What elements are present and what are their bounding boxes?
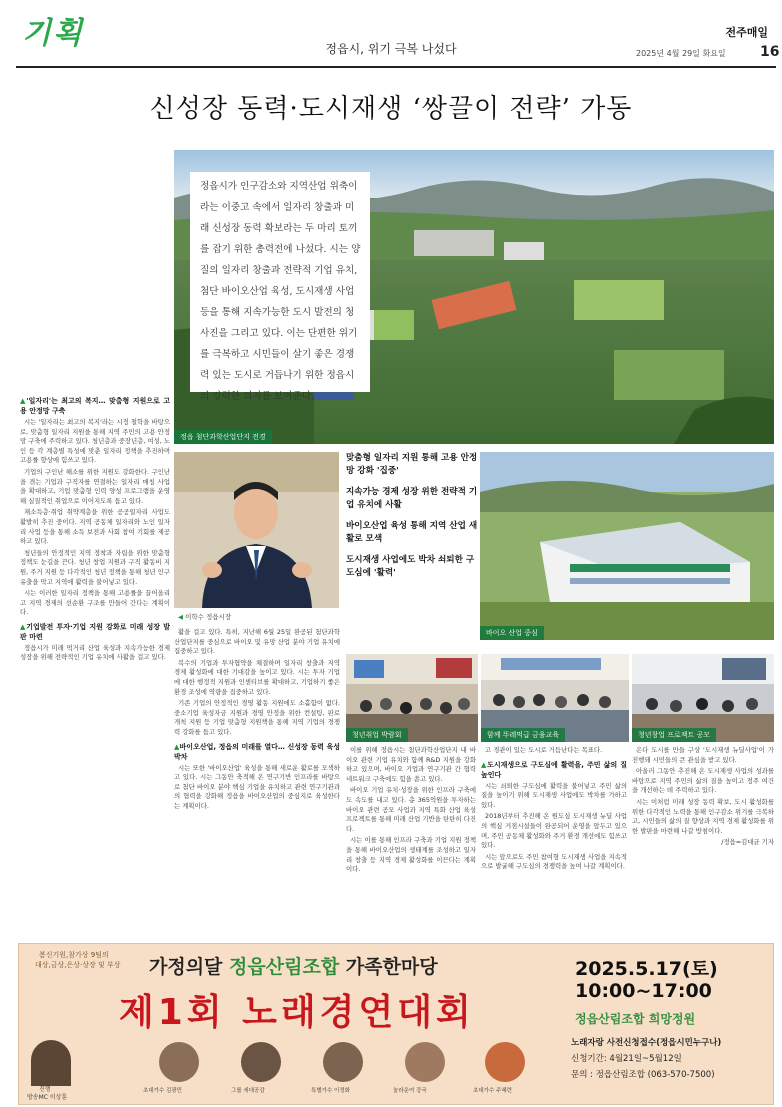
paragraph: 시는 앞으로도 주민 참여형 도시재생 사업을 지속적으로 발굴해 구도심의 경쟁력을 높여 나갈 계획이다. bbox=[481, 852, 627, 871]
paragraph: 복수의 기업과 투자협약을 체결하며 일자리 창출과 지역 경제 활성화에 대한 기대감을 높이고 있다. 시는 투자 기업에 대한 행정적 지원과 인센티브를 확대하고, 기업하기 좋은 환경 조성에 역량을 집중하고 있다. bbox=[174, 658, 340, 696]
ad-date: 2025.5.17(토) bbox=[575, 958, 718, 980]
lead-box bbox=[190, 172, 370, 402]
section-logo: 기획 bbox=[22, 16, 84, 51]
paragraph: 2018년부터 추진해 온 원도심 도시재생 뉴딜 사업의 핵심 거점시설들이 완공되어 운영을 앞두고 있으며, 주민 공동체 활성화와 주거 환경 개선에도 힘쓰고 있다. bbox=[481, 812, 627, 850]
ad-mc-photo bbox=[31, 1040, 71, 1086]
ad-performer-name: 초대가수 주혜련 bbox=[473, 1088, 512, 1094]
caption-arrow-icon: ◀ bbox=[178, 613, 183, 621]
workshop-photo bbox=[632, 654, 774, 742]
subheading-urban: ▲도시재생으로 구도심에 활력을, 주민 삶의 질 높인다 bbox=[481, 760, 627, 779]
ad-title-part-2: 정읍산림조합 bbox=[229, 956, 340, 978]
triangle-bullet-icon: ▲ bbox=[20, 397, 27, 405]
ad-venue: 정읍산림조합 희망정원 bbox=[575, 1012, 696, 1026]
paragraph: 시는 '일자리는 최고의 복지'라는 시정 철학을 바탕으로, 맞춤형 일자리 지원을 통해 지역 주민의 고용 안정망 구축에 주력하고 있다. 청년층과 중장년층, 여성, 노인 등 각 계층별 특성에 맞춘 일자리 정책을 추진하며 고용률 향상에 힘쓰고 있다. bbox=[20, 418, 170, 465]
paragraph: 시는 또한 '바이오산업' 육성을 통해 새로운 활로를 모색하고 있다. 시는 그동안 축적해 온 연구기반 인프라를 바탕으로 첨단 바이오 분야 핵심 기업을 유치하고 관련 연구기관과의 협력을 강화해 정읍을 바이오산업의 중심지로 육성한다는 계획이다. bbox=[174, 763, 340, 810]
ad-performer-photo bbox=[241, 1042, 281, 1082]
paragraph: 시는 이러한 일자리 정책을 통해 고용률을 끌어올리고 지역 경제의 선순환 구조를 만들어 간다는 계획이다. bbox=[20, 589, 170, 617]
ad-performer-name: 놀라운여 강국 bbox=[393, 1088, 427, 1094]
paragraph: 청년들의 안정적인 지역 정착과 자립을 위한 맞춤형 정책도 눈길을 끈다. 청년 창업 지원과 구직 활동비 지원, 주거 지원 등 다각적인 청년 정책을 통해 청년 인구 유출을 막고 지역에 활력을 불어넣고 있다. bbox=[20, 548, 170, 586]
paragraph: 정읍시가 미래 먹거리 산업 육성과 지속가능한 경제 성장을 위해 전략적인 기업 유치에 사활을 걸고 있다. bbox=[20, 643, 170, 662]
ad-period: 신청기간: 4월21일~5월12일 bbox=[571, 1054, 682, 1064]
bio-photo-caption: 바이오 산업 중심 bbox=[480, 626, 544, 640]
singing-contest-ad bbox=[18, 943, 774, 1105]
workshop-caption: 청년창업 프로젝트 공모 bbox=[632, 728, 716, 742]
triangle-bullet-icon: ▲ bbox=[174, 742, 180, 751]
paragraph: 활을 걸고 있다. 특히, 지난해 6월 25일 완공된 첨단과학산업단지를 중심으로 바이오 및 유망 산업 분야 기업 유치에 집중하고 있다. bbox=[174, 628, 340, 656]
quote-2: 지속가능 경제 성장 위한 전략적 기업 유치에 사활 bbox=[346, 487, 478, 510]
paragraph: 재소득층·취업 취약계층을 위한 공공일자리 사업도 활발히 추진 중이다. 지역 공동체 일자리와 노인 일자리 사업 등을 통해 소득 보전과 사회 참여 기회를 제공하고 있다. bbox=[20, 508, 170, 546]
header-rule bbox=[16, 66, 776, 68]
headline: 신성장 동력·도시재생 ‘쌍끌이 전략’ 가동 bbox=[149, 94, 633, 124]
mayor-portrait-photo bbox=[174, 452, 339, 608]
ad-performer-name: 초대가수 김광민 bbox=[143, 1088, 182, 1094]
paragraph: 시는 이를 통해 인프라 구축과 기업 지원 정책을 통해 바이오산업의 생태계를 조성하고 일자리 창출 등 지역 경제 활성화를 이끈다는 계획이다. bbox=[346, 836, 476, 874]
paragraph: 시는 이처럼 미래 성장 동력 확보, 도시 활성화를 위한 다각적인 노력을 통해 인구감소 위기를 극복하고, 시민들의 삶의 질 향상과 지역 경제 활성화를 위한 발판을 마련해 나갈 방침이다. bbox=[632, 797, 774, 835]
paragraph: 바이오 기업 유치·성장을 위한 인프라 구축에도 속도를 내고 있다. 총 365억원을 투자하는 바이오 관련 공모 사업과 지역 특화 산업 육성 프로젝트를 통해 미래 산업 기반을 탄탄히 다진다. bbox=[346, 786, 476, 833]
ad-title-part-1: 가정의달 bbox=[149, 956, 223, 978]
ad-performer-name: 그룹 세대공감 bbox=[231, 1088, 265, 1094]
paragraph: 기존 기업의 안정적인 경영 활동 지원에도 소홀함이 없다. 중소기업 육성자금 지원과 경영 안정을 위한 컨설팅, 판로 개척 지원 등 기업 맞춤형 지원책을 통해 지역 기업의 경쟁력 강화를 돕고 있다. bbox=[174, 699, 340, 736]
portrait-caption-text: 이학수 정읍시장 bbox=[185, 613, 232, 621]
ad-performer-photo bbox=[323, 1042, 363, 1082]
ad-performer-photo bbox=[405, 1042, 445, 1082]
subheading-investment: ▲기업발전 투자·기업 지원 강화로 미래 성장 발판 마련 bbox=[20, 622, 170, 641]
article-column-5 bbox=[632, 746, 774, 938]
issue-date: 2025년 4월 29일 화요일 bbox=[636, 49, 726, 58]
paragraph: 시는 쇠퇴한 구도심에 활력을 불어넣고 주민 삶의 질을 높이기 위해 도시재생 사업에도 박차를 가하고 있다. bbox=[481, 781, 627, 809]
triangle-bullet-icon: ▲ bbox=[20, 622, 27, 631]
article-column-2 bbox=[174, 628, 340, 938]
byline: /정읍=김대균 기자 bbox=[721, 838, 774, 847]
ad-prize-note: 봄신기원,참가상 9팀의 bbox=[39, 951, 109, 959]
quote-1: 맞춤형 일자리 지원 통해 고용 안정망 강화 '집중' bbox=[346, 453, 478, 476]
quote-4: 도시재생 사업에도 박차 쇠퇴한 구도심에 '활력' bbox=[346, 555, 475, 578]
portrait-caption bbox=[178, 612, 231, 621]
paragraph: 은다 도시를 만들 구상 '도시재생 뉴딜사업'이 가 진행돼 시민들의 큰 관심을 받고 있다. bbox=[632, 746, 774, 764]
job-fair-caption: 청년취업 박람회 bbox=[346, 728, 408, 742]
job-fair-photo bbox=[346, 654, 478, 742]
section-slogan: 정읍시, 위기 극복 나섰다 bbox=[325, 42, 457, 56]
meeting-photo bbox=[481, 654, 629, 742]
ad-mc-name: 방송MC 이상훈 bbox=[27, 1094, 68, 1101]
article-column-1 bbox=[20, 396, 170, 938]
ad-title-part-3: 가족한마당 bbox=[345, 956, 438, 978]
article-column-4 bbox=[481, 746, 627, 938]
paragraph: 아울러 그동안 추진해 온 도시재생 사업의 성과를 바탕으로 지역 주민의 삶의 질을 높이고 정주 여건을 개선하는 데 주력하고 있다. bbox=[632, 767, 774, 795]
paragraph: 이를 위해 정읍시는 첨단과학산업단지 내 바이오 관련 기업 유치와 함께 R&D 지원을 강화하고 있으며, 바이오 기업과 연구기관 간 협력 네트워크 구축에도 힘을 쏟고 있다. bbox=[346, 746, 476, 783]
ad-performer-photo bbox=[485, 1042, 525, 1082]
subheading-jobs: ▲'일자리'는 최고의 복지… 맞춤형 지원으로 고용 안정망 구축 bbox=[20, 397, 170, 415]
quote-3: 바이오산업 육성 통해 지역 산업 새 활로 모색 bbox=[346, 521, 478, 544]
ad-main-title: 제1회 노래경연대회 bbox=[119, 992, 475, 1033]
pull-quotes bbox=[346, 452, 480, 648]
ad-mc-label: 진행 bbox=[39, 1086, 51, 1093]
paragraph: 기업의 구인난 해소를 위한 지원도 강화한다. 구인난을 겪는 기업과 구직자를 연결하는 일자리 매칭 사업을 확대하고, 기업 맞춤형 인력 양성 프로그램을 운영해 실질적인 취업으로 이어지도록 돕고 있다. bbox=[20, 467, 170, 505]
ad-performer-name: 특별가수 이정화 bbox=[311, 1088, 350, 1094]
subheading-bio: ▲바이오산업, 정읍의 미래를 열다… 신성장 동력 육성 박차 bbox=[174, 742, 340, 761]
newspaper-name: 전주매일 bbox=[725, 26, 768, 39]
ad-apply: 노래자랑 사전신청접수(정읍시민누구나) bbox=[571, 1038, 722, 1048]
triangle-bullet-icon: ▲ bbox=[481, 760, 488, 769]
page-number: 16 bbox=[760, 44, 780, 60]
article-column-3 bbox=[346, 746, 476, 938]
ad-prize-note-2: 대상,금상,은상·상장 및 부상 bbox=[35, 961, 121, 969]
meeting-caption: 함께 뚜레먹급 금융교육 bbox=[481, 728, 565, 742]
ad-contact: 문의 : 정읍산림조합 (063-570-7500) bbox=[571, 1070, 715, 1080]
ad-time: 10:00~17:00 bbox=[575, 980, 712, 1002]
main-photo-caption: 정읍 첨단과학산업단지 전경 bbox=[174, 430, 272, 444]
lead-paragraph: 정읍시가 인구감소와 지역산업 위축이라는 이중고 속에서 일자리 창출과 미래 신성장 동력 확보라는 두 마리 토끼를 잡기 위한 총력전에 나섰다. 시는 양질의 일자리 창출과 전략적 기업 유치, 첨단 바이오산업 육성, 도시재생 사업 등을 통해 지속가능한 도시 발전의 청사진을 그리고 있다. 이는 단편한 위기를 극복하고 시민들이 살기 좋은 경쟁력 있는 도시로 거듭나기 위한 정읍시의 강력한 의지를 보여준다. bbox=[200, 181, 361, 402]
ad-title bbox=[149, 952, 438, 979]
paragraph: 고 경관이 있는 도시로 거듭난다는 목표다. bbox=[485, 746, 603, 754]
bio-center-photo bbox=[480, 452, 774, 640]
ad-performer-photo bbox=[159, 1042, 199, 1082]
